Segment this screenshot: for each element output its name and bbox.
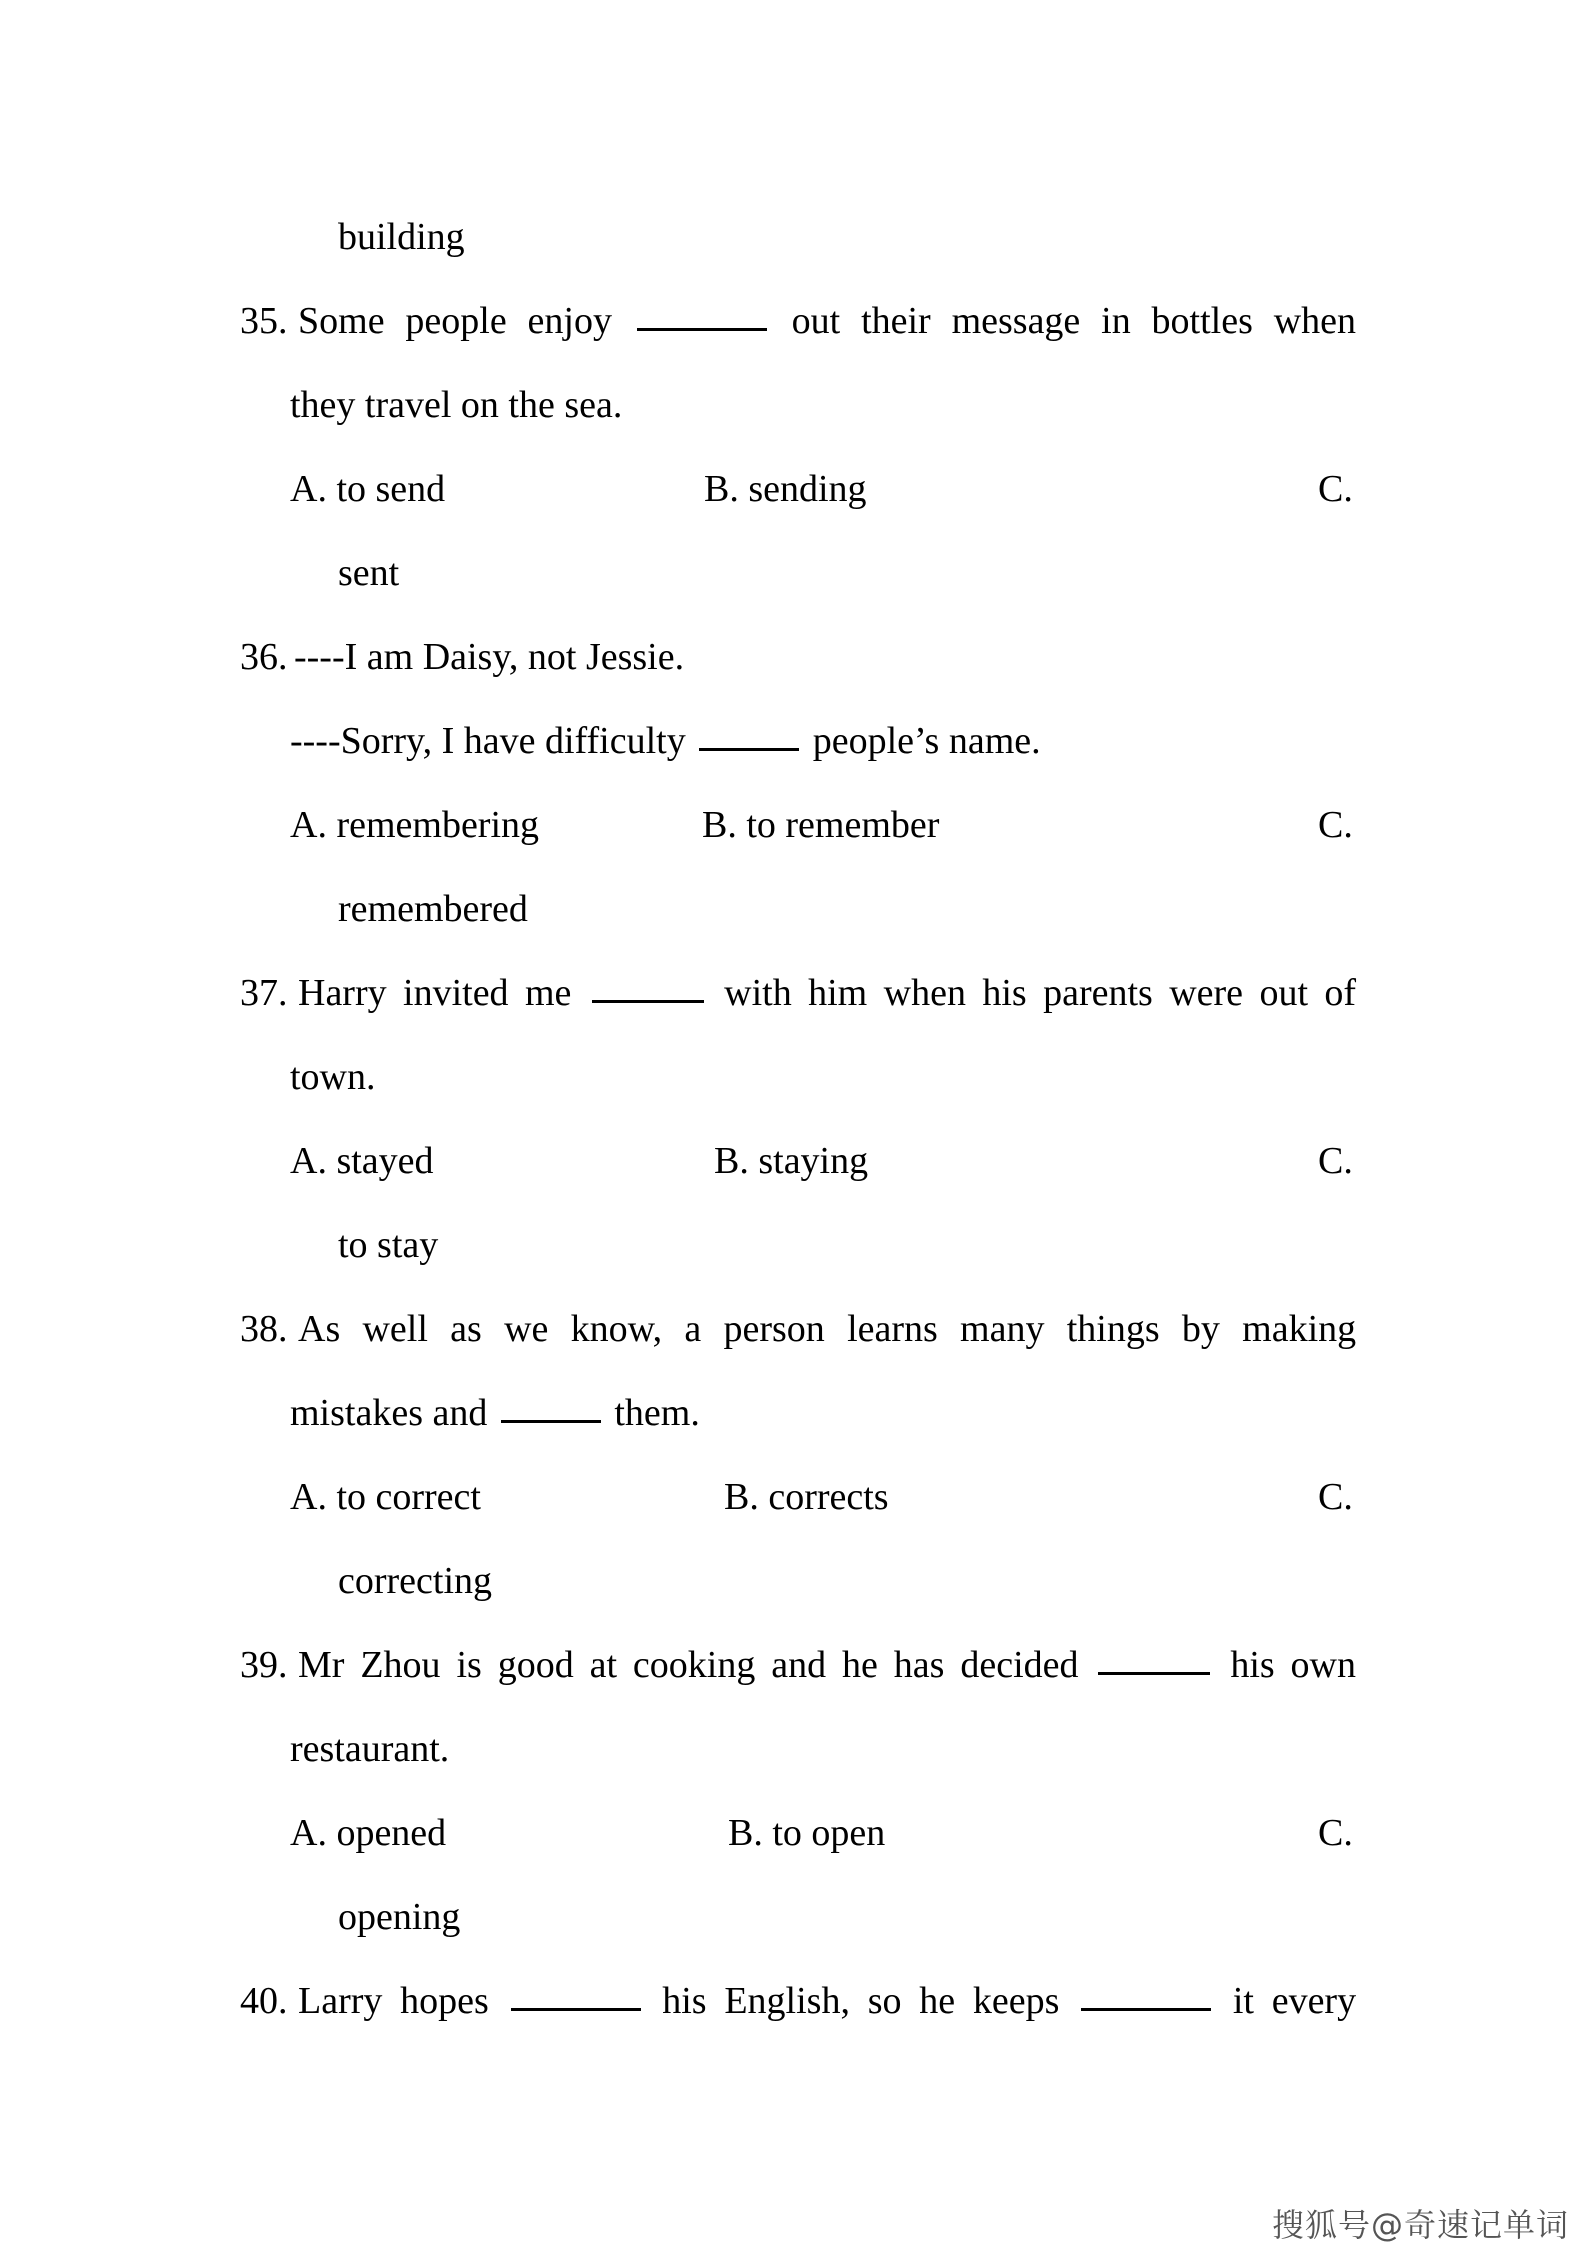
q39-blank: [1098, 1672, 1210, 1675]
q35-number: 35.: [240, 300, 288, 342]
q35-option-c-label: C.: [1318, 468, 1353, 510]
q36-option-c-text: remembered: [338, 888, 528, 930]
q37-stem-line2: town.: [290, 1056, 376, 1098]
q40-number: 40.: [240, 1980, 288, 2022]
q39-number: 39.: [240, 1644, 288, 1686]
q36-line1: ----I am Daisy, not Jessie.: [294, 636, 685, 678]
q36-option-b: B. to remember: [702, 804, 940, 846]
q34-continuation: building: [338, 216, 465, 258]
q36-option-c-label: C.: [1318, 804, 1353, 846]
q35-blank: [637, 328, 767, 331]
q39-option-c-text: opening: [338, 1896, 461, 1938]
q37-stem-line1: Harry invited me with him when his parents were out of: [298, 972, 1357, 1014]
q37-blank: [592, 1000, 704, 1003]
q38-stem-line1: As well as we know, a person learns many things by making: [298, 1308, 1357, 1350]
q37-option-b: B. staying: [714, 1140, 869, 1182]
q36-line2: ----Sorry, I have difficulty people’s name.: [290, 720, 1041, 762]
q37-option-c-label: C.: [1318, 1140, 1353, 1182]
q38-option-b: B. corrects: [724, 1476, 889, 1518]
q36-blank: [699, 748, 799, 751]
q36-option-a: A. remembering: [290, 804, 540, 846]
q39-option-a: A. opened: [290, 1812, 447, 1854]
q40-blank-1: [511, 2008, 641, 2011]
q37-number: 37.: [240, 972, 288, 1014]
q35-option-b: B. sending: [704, 468, 867, 510]
q39-stem-line2: restaurant.: [290, 1728, 450, 1770]
q38-stem-line2: mistakes and them.: [290, 1392, 700, 1434]
q39-option-c-label: C.: [1318, 1812, 1353, 1854]
q38-option-a: A. to correct: [290, 1476, 481, 1518]
q40-stem-line1: Larry hopes his English, so he keeps it every: [298, 1980, 1357, 2022]
q40-blank-2: [1081, 2008, 1211, 2011]
watermark: 搜狐号@奇速记单词: [1272, 2206, 1570, 2244]
q37-option-a: A. stayed: [290, 1140, 434, 1182]
q39-option-b: B. to open: [728, 1812, 886, 1854]
q39-stem-line1: Mr Zhou is good at cooking and he has decided his own: [298, 1644, 1357, 1686]
q35-stem-line1: Some people enjoy out their message in bottles when: [298, 300, 1357, 342]
q35-stem-line2: they travel on the sea.: [290, 384, 623, 426]
q38-number: 38.: [240, 1308, 288, 1350]
q38-option-c-label: C.: [1318, 1476, 1353, 1518]
q37-option-c-text: to stay: [338, 1224, 439, 1266]
q35-option-a: A. to send: [290, 468, 446, 510]
q36-number: 36.: [240, 636, 288, 678]
q35-option-c-text: sent: [338, 552, 400, 594]
q38-blank: [501, 1420, 601, 1423]
q38-option-c-text: correcting: [338, 1560, 493, 1602]
